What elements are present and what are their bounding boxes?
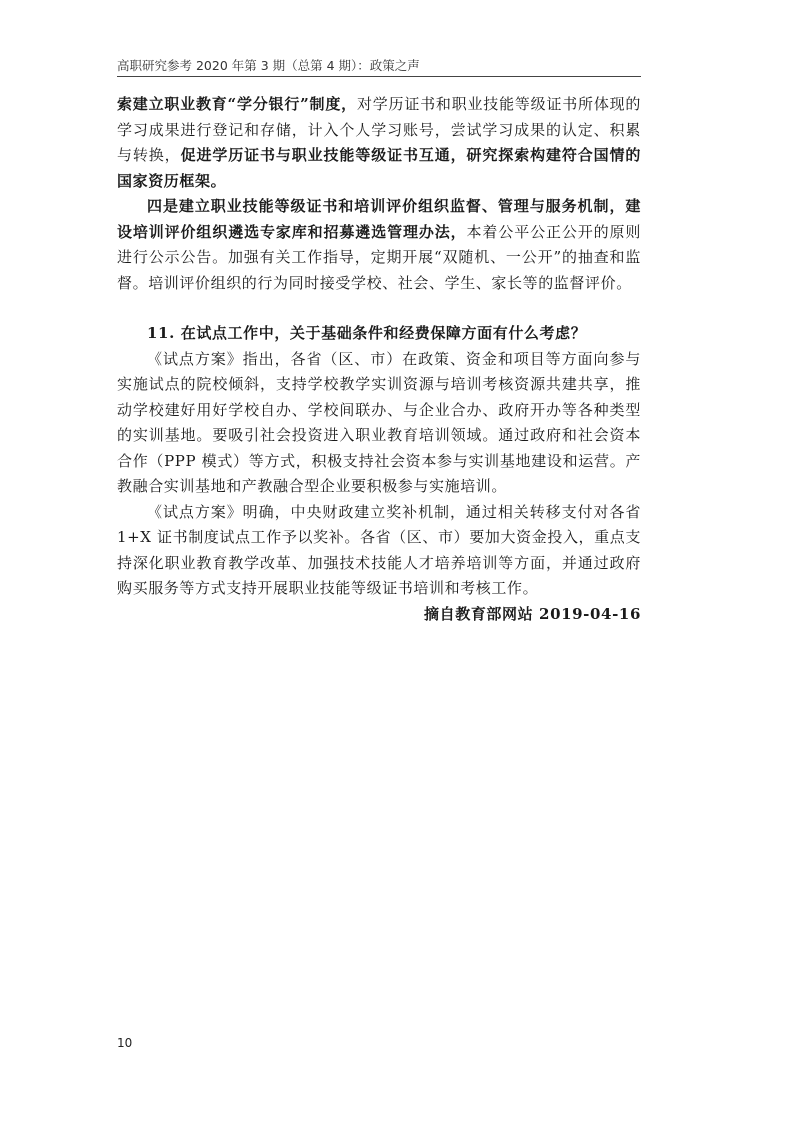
paragraph-supervision <box>117 194 641 296</box>
paragraph-conditions: 《试点方案》指出，各省（区、市）在政策、资金和项目等方面向参与实施试点的院校倾斜，支持学校教学实训资源与培训考核资源共建共享，推动学校建好用好学校自办、学校间联办、与企业合办、政府开办等各种类型的实训基地。要吸引社会投资进入职业教育培训领域。通过政府和社会资本合作（PPP 模式）等方式，积极支持社会资本参与实训基地建设和运营。产教融合实训基地和产教融合型企业要积极参与实施培训。 <box>117 349 641 495</box>
bold-text: 四是建立职业技能等级证书和培训评价组织监督、管理与服务机制，建设培训评价组织遴选专家库和招募遴选管理办法， <box>117 197 641 241</box>
body-text: 本着公平公正公开的原则进行公示公告。加强有关工作指导，定期开展“双随机、一公开”的抽查和监督。培训评价组织的行为同时接受学校、社会、学生、家长等的监督评价。 <box>117 222 642 292</box>
body-text: 对学历证书和职业技能等级证书所体现的学习成果进行登记和存储，计入个人学习账号，尝试学习成果的认定、积累与转换， <box>117 95 641 164</box>
running-header: 高职研究参考 2020 年第 3 期（总第 4 期）：政策之声 <box>117 58 420 73</box>
paragraph-funding: 《试点方案》明确，中央财政建立奖补机制，通过相关转移支付对各省 1+X 证书制度试点工作予以奖补。各省（区、市）要加大资金投入，重点支持深化职业教育教学改革、加强技术技能人才培养培训等方面，并通过政府购买服务等方式支持开展职业技能等级证书培训和考核工作。 <box>117 502 641 597</box>
article-body <box>117 92 641 627</box>
header-rule <box>117 76 641 77</box>
bold-text: 促进学历证书与职业技能等级证书互通，研究探索构建符合国情的国家资历框架。 <box>117 146 642 190</box>
bold-text: 索建立职业教育“学分银行”制度， <box>117 95 357 113</box>
paragraph-credit-bank <box>117 92 641 194</box>
source-citation: 摘自教育部网站 2019-04-16 <box>424 604 641 623</box>
question-heading: 11. 在试点工作中，关于基础条件和经费保障方面有什么考虑？ <box>147 324 587 342</box>
page-number: 10 <box>117 1036 133 1050</box>
